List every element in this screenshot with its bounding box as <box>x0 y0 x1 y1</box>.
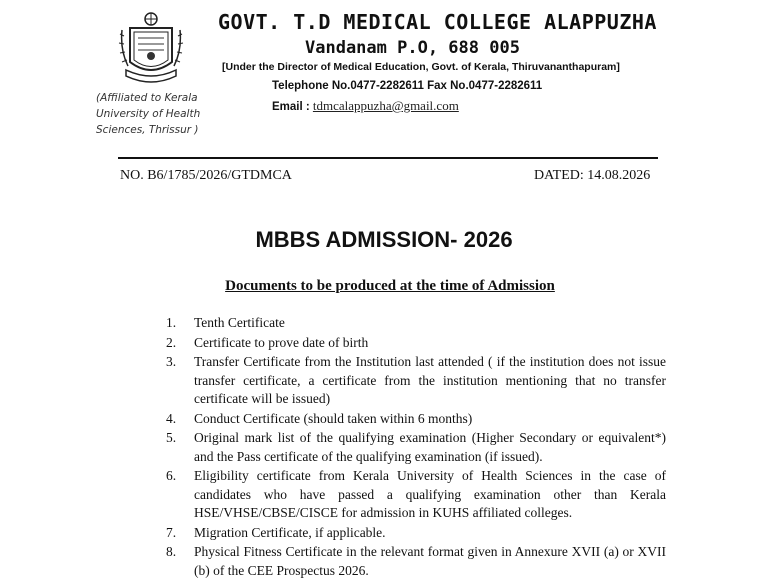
document-item-number: 3. <box>166 354 177 369</box>
document-item <box>166 334 666 353</box>
college-emblem <box>118 10 184 86</box>
document-date: DATED: 14.08.2026 <box>534 168 651 183</box>
document-item-text: Certificate to prove date of birth <box>194 334 369 350</box>
document-item <box>166 410 666 429</box>
document-item-text: Tenth Certificate <box>194 315 285 330</box>
document-item-number: 1. <box>166 315 177 330</box>
document-item-number: 6. <box>166 468 177 483</box>
college-name: GOVT. T.D MEDICAL COLLEGE ALAPPUZHA <box>218 10 657 34</box>
document-item-text: Physical Fitness Certificate in the relevant format given in Annexure XVII (a) or XVII (b) of the CEE Prospectus 2026. <box>194 544 666 578</box>
document-item-number: 2. <box>166 334 177 350</box>
under-director-line: [Under the Director of Medical Education, Govt. of Kerala, Thiruvananthapuram] <box>222 61 620 73</box>
page-title: MBBS ADMISSION- 2026 <box>255 227 513 252</box>
email-line <box>272 98 459 114</box>
document-item-number: 4. <box>166 410 177 426</box>
document-item <box>166 467 666 523</box>
document-item-text: Original mark list of the qualifying examination (Higher Secondary or equivalent*) and the Pass certificate of the qualifying examination (if issued). <box>194 430 666 464</box>
section-subtitle: Documents to be produced at the time of Admission <box>225 278 555 294</box>
reference-number: NO. B6/1785/2026/GTDMCA <box>120 168 292 183</box>
document-item <box>166 314 666 333</box>
document-item-text: Eligibility certificate from Kerala University of Health Sciences in the case of candidates who have passed a qualifying examination other than Kerala HSE/VHSE/CBSE/CISCE for admission in KUHS affiliated colleges. <box>194 468 666 520</box>
document-item-number: 7. <box>166 524 177 540</box>
document-item-number: 5. <box>166 430 177 445</box>
document-item-text: Migration Certificate, if applicable. <box>194 524 386 540</box>
document-item <box>166 543 666 580</box>
document-item-text: Transfer Certificate from the Institution last attended ( if the institution does not issue transfer certificate, a certificate from the institution mentioning that no transfer certificate will be issued) <box>194 354 666 406</box>
document-item-text: Conduct Certificate (should taken within 6 months) <box>194 410 473 426</box>
telephone-fax-line: Telephone No.0477-2282611 Fax No.0477-2282611 <box>272 80 543 92</box>
document-item <box>166 353 666 409</box>
affiliation-note: (Affiliated to Kerala University of Health Sciences, Thrissur ) <box>96 92 201 136</box>
document-item <box>166 524 666 543</box>
college-address: Vandanam P.O, 688 005 <box>305 38 520 58</box>
document-item <box>166 429 666 466</box>
document-item-number: 8. <box>166 544 177 559</box>
header-divider <box>118 157 658 159</box>
documents-list <box>166 314 666 581</box>
email-link[interactable]: tdmcalappuzha@gmail.com <box>312 98 459 113</box>
email-label: Email : <box>272 101 313 113</box>
